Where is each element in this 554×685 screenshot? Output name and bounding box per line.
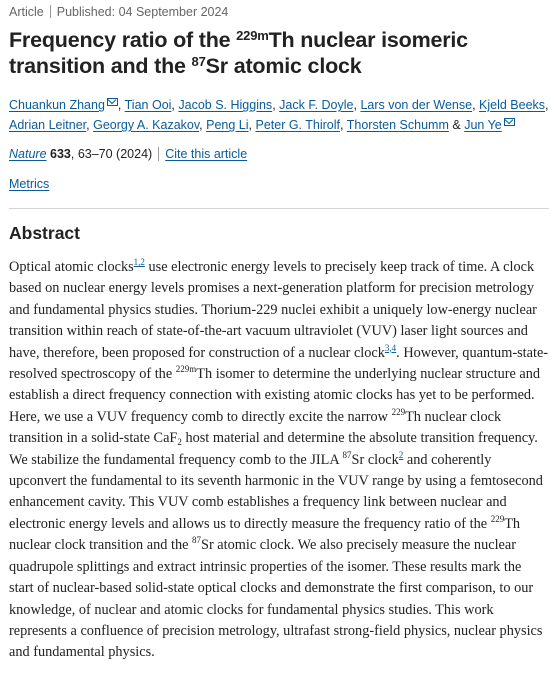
author-link[interactable]: Thorsten Schumm xyxy=(346,118,449,132)
subscript: 2 xyxy=(177,437,182,448)
journal-link[interactable]: Nature xyxy=(9,147,47,161)
mail-icon[interactable] xyxy=(504,118,515,126)
isotope-superscript: 229m xyxy=(175,364,197,375)
title-text: Sr atomic clock xyxy=(205,54,362,78)
author-link[interactable]: Jacob S. Higgins xyxy=(178,98,273,112)
reference-link[interactable]: 2 xyxy=(398,449,404,460)
article-type: Article xyxy=(9,5,44,19)
volume-number: 633 xyxy=(50,147,71,161)
authors-ampersand: & xyxy=(452,118,461,132)
author-link[interactable]: Adrian Leitner xyxy=(9,118,87,132)
title-isotope: 87 xyxy=(191,54,206,69)
author-link[interactable]: Chuankun Zhang xyxy=(9,98,105,112)
isotope-superscript: 87 xyxy=(342,449,352,460)
metrics-row xyxy=(9,175,549,193)
author-link[interactable]: Lars von der Wense xyxy=(360,98,473,112)
abstract-heading: Abstract xyxy=(9,223,80,243)
abstract-text: Optical atomic clocks$^{1,2}$ use electronic energy levels to precisely keep track of time. A clock based on nuclear energy levels promises a next-generation platform for precision metrology and fundamental physics studies. Thorium-229 nuclei exhibit a uniquely low-energy nuclear transition within reach of state-of-the-art vacuum ultraviolet (VUV) laser light sources and have, therefore, been proposed for construction of a nuclear clock$^{3,4}$. However, quantum-state-resolved spectroscopy of the $^{229m}$Th isomer to determine the underlying nuclear structure and establish a direct frequency connection with existing atomic clocks has yet to be performed. Here, we use a VUV frequency comb to directly excite the narrow $^{229}$Th nuclear clock transition in a solid-state CaF$_2$ host material and determine the absolute transition frequency. We stabilize the fundamental frequency comb to the JILA $^{87}$Sr clock$^2$ and coherently upconvert the fundamental to its seventh harmonic in the VUV range by using a femtosecond enhancement cavity. This VUV comb establishes a frequency link between nuclear and electronic energy levels and allows us to directly measure the frequency ratio of the $^{229}$Th nuclear clock transition and the $^{87}$Sr atomic clock. We also precisely measure the nuclear quadrupole splittings and extract intrinsic properties of the isomer. These results mark the start of nuclear-based solid-state optical clocks and demonstrate the first comparison, to our knowledge, of nuclear and atomic clocks for fundamental physics studies. This work represents a confluence of precision metrology, ultrafast strong-field physics, nuclear physics and fundamental physics. xyxy=(9,257,549,661)
citation-divider xyxy=(158,147,159,161)
isotope-superscript: 229 xyxy=(490,513,505,524)
author-link[interactable]: Jack F. Doyle xyxy=(279,98,354,112)
article-page xyxy=(9,0,549,678)
meta-divider xyxy=(50,5,51,18)
pages-year: , 63–70 (2024) xyxy=(70,147,153,161)
title-isotope: 229m xyxy=(236,28,269,43)
mail-icon[interactable] xyxy=(107,98,118,106)
reference-link[interactable]: 3,4 xyxy=(384,342,397,353)
article-meta xyxy=(9,3,549,21)
author-link[interactable]: Kjeld Beeks xyxy=(479,98,546,112)
author-link[interactable]: Georgy A. Kazakov xyxy=(93,118,200,132)
author-list: Chuankun Zhang , Tian Ooi, Jacob S. Higgins, Jack F. Doyle, Lars von der Wense, Kjeld Beeks, Adrian Leitner, Georgy A. Kazakov, Peng Li, Peter G. Thirolf, Thorsten Schumm & Jun Ye xyxy=(9,98,549,132)
author-link[interactable]: Peng Li xyxy=(206,118,249,132)
citation-line xyxy=(9,145,549,163)
title-text: Frequency ratio of the xyxy=(9,28,237,52)
title-text: Th nuclear isomeric transition and the xyxy=(9,28,468,78)
author-link[interactable]: Jun Ye xyxy=(464,118,502,132)
author-link[interactable]: Tian Ooi xyxy=(124,98,172,112)
metrics-link[interactable]: Metrics xyxy=(9,177,50,191)
published-date: Published: 04 September 2024 xyxy=(56,5,229,19)
cite-this-article-link[interactable]: Cite this article xyxy=(165,147,248,161)
isotope-superscript: 87 xyxy=(192,535,202,546)
author-link[interactable]: Peter G. Thirolf xyxy=(255,118,341,132)
isotope-superscript: 229 xyxy=(391,406,406,417)
reference-link[interactable]: 1,2 xyxy=(133,257,145,267)
article-title xyxy=(9,27,549,79)
section-divider xyxy=(9,208,549,209)
